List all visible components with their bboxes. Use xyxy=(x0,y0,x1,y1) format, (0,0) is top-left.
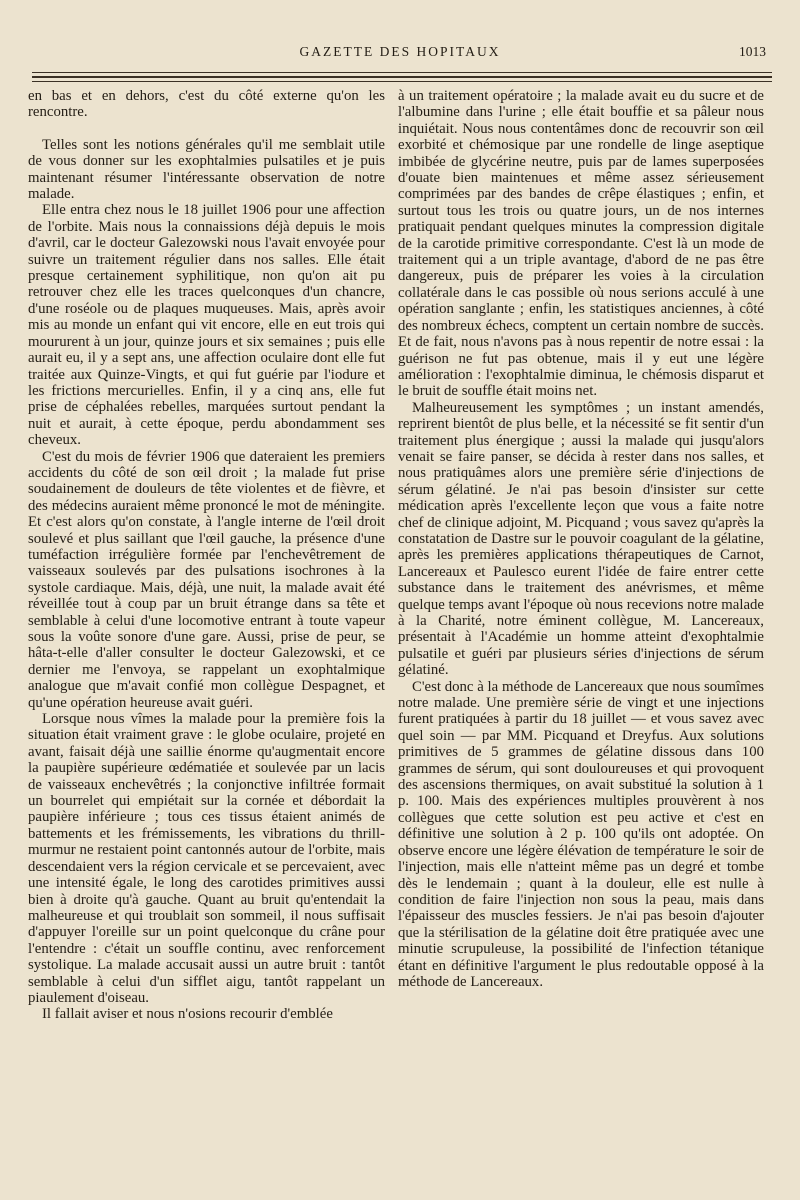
paragraph: C'est du mois de février 1906 que dateraient les premiers accidents du côté de son œil droit ; la malade fut prise soudainement de douleurs de tête violentes et de fièvre, et des médecins auraient même prononcé le mot de méningite. Et c'est alors qu'on constate, à l'angle interne de l'œil droit soulevé et plus saillant que l'œil gauche, la présence d'une tuméfaction irrégulière formée par l'enchevêtrement de vaisseaux soulevés par des pulsations isochrones à la systole cardiaque. Mais, déjà, une nuit, la malade avait été réveillée tout à coup par un bruit étrange dans sa tête et semblable à celui d'une locomotive entrant à toute vapeur sous la voûte sonore d'une gare. Aussi, prise de peur, se hâta-t-elle d'aller consulter le docteur Galezowski, et ce dernier me l'envoya, se rappelant un exophtalmique analogue que m'avait confié mon collègue Despagnet, et qu'une opération heureuse avait guéri. xyxy=(28,448,385,711)
paragraph: Lorsque nous vîmes la malade pour la première fois la situation était vraiment grave : le globe oculaire, projeté en avant, faisait déjà une saillie énorme qu'augmentait encore la paupière supérieure œdématiée et soulevée par un lacis de vaisseaux enchevêtrés ; la conjonctive infiltrée formait un bourrelet qui empiétait sur la cornée et débordait la paupière inférieure ; tous ces tissus étaient animés de battements et les frémissements, les vibrations du thrill-murmur ne restaient point cantonnés autour de l'orbite, mais descendaient vers la région cervicale et se percevaient, avec une intensité égale, le long des carotides primitives aussi bien à droite qu'à gauche. Quant au bruit qu'entendait la malheureuse et qui troublait son sommeil, il nous suffisait d'appuyer l'oreille sur un point quelconque du crâne pour l'entendre : c'était un souffle continu, avec renforcement systolique. La malade accusait aussi un autre bruit : tantôt semblable à celui d'un sifflet aigu, tantôt rappelant un piaulement d'oiseau. xyxy=(28,711,385,1006)
paragraph: Il fallait aviser et nous n'osions recourir d'emblée xyxy=(42,1006,333,1023)
right-column xyxy=(398,88,764,1188)
journal-title: GAZETTE DES HOPITAUX xyxy=(299,44,501,59)
header-rule-bottom xyxy=(32,81,772,82)
paragraph: C'est donc à la méthode de Lancereaux que nous soumîmes notre malade. Une première série de vingt et une injections furent pratiquées à partir du 18 juillet — et vous savez avec quel soin — par MM. Picquand et Dreyfus. Aux solutions primitives de 5 grammes de gélatine dissous dans 100 grammes de sérum, qui sont douloureuses et qui provoquent des ascensions thermiques, on avait substitué la solution à 1 p. 100. Mais des expériences multiples prouvèrent à nos collègues que cette solution est peu active et c'est en définitive une solution à 2 p. 100 qu'ils ont adoptée. On observe encore une légère élévation de température le soir de l'injection, mais elle n'atteint même pas un degré et tombe dès le lendemain ; quant à la douleur, elle est nulle à condition de faire l'injection non sous la peau, mais dans l'épaisseur des muscles fessiers. Je n'ai pas besoin d'ajouter que la stérilisation de la gélatine doit être pratiquée avec une minutie scrupuleuse, la possibilité de l'infection tétanique étant en définitive l'argument le plus redoutable opposé à la méthode de Lancereaux. xyxy=(398,678,764,990)
paragraph: en bas et en dehors, c'est du côté externe qu'on les rencontre. xyxy=(28,88,385,121)
header-rule-top xyxy=(32,72,772,73)
header-rule-middle xyxy=(32,76,772,78)
paragraph: Elle entra chez nous le 18 juillet 1906 pour une affection de l'orbite. Mais nous la connaissions déjà depuis le mois d'avril, car le docteur Galezowski nous l'avait envoyée pour suivre un traitement régulier dans nos salles. Elle était presque certainement syphilitique, non qu'on ait pu retrouver chez elle les traces quelconques d'un chancre, d'une roséole ou de plaques muqueuses. Mais, après avoir mis au monde un enfant qui vit encore, elle en eut trois qui moururent à un jour, quinze jours et six semaines ; puis elle aurait eu, il y a sept ans, une affection oculaire dont elle fut traitée aux Quinze-Vingts, et qui fut guérie par l'iodure et les frictions mercurielles. Enfin, il y a cinq ans, elle fut prise de céphalées rebelles, marquées surtout pendant la nuit et aurait, à cette époque, perdu abondamment ses cheveux. xyxy=(28,202,385,449)
paragraph: Telles sont les notions générales qu'il me semblait utile de vous donner sur les exophtalmies pulsatiles et je puis maintenant résumer l'intéressante observation de notre malade. xyxy=(28,136,385,203)
left-column xyxy=(28,88,385,1188)
page-number: 1013 xyxy=(739,44,766,59)
paragraph: à un traitement opératoire ; la malade avait eu du sucre et de l'albumine dans l'urine ; elle était bouffie et sa pâleur nous inquiétait. Nous nous contentâmes donc de recouvrir son œil exorbité et chémosique par une rondelle de linge aseptique imbibée de glycérine neutre, puis par de lames superposées d'ouate bien maintenues et même assez sérieusement comprimées par des bandes de crêpe élastiques ; enfin, et surtout tous les trois ou quatre jours, un de nos internes pratiquait pendant quelques minutes la compression digitale de la carotide primitive correspondante. C'est là un mode de traitement qui a un triple avantage, d'abord de ne pas être dangereux, puis de préparer les voies à la circulation collatérale dans le cas possible où nous serions acculé à une opération sanglante ; enfin, les statistiques anciennes, à côté des nombreux échecs, comptent un certain nombre de succès. Et de fait, nous n'avons pas à nous repentir de notre essai : la guérison ne fut pas obtenue, mais il y eut une légère amélioration : l'exophtalmie diminua, le chémosis disparut et le bruit de souffle était moins net. xyxy=(398,88,764,400)
running-head xyxy=(0,44,800,68)
paragraph: Malheureusement les symptômes ; un instant amendés, reprirent bientôt de plus belle, et la nécessité se fit sentir d'un traitement plus énergique ; aussi la malade qui jusqu'alors venait se faire panser, se décida à rester dans nos salles, et nous pratiquâmes alors une première série d'injections de sérum gélatiné. Je n'ai pas besoin d'insister sur cette médication après l'excellente leçon que vous a faite notre chef de clinique adjoint, M. Picquand ; vous savez qu'après la constatation de Dastre sur le pouvoir coagulant de la gélatine, après les premières applications thérapeutiques de Carnot, Lancereaux et Paulesco eurent l'idée de faire entrer cette substance dans le traitement des anévrismes, et même quelque temps avant l'époque où nous recevions notre malade à la Charité, notre éminent collègue, M. Lancereaux, présentait à l'Académie un homme atteint d'exophtalmie pulsatile et guéri par plusieurs séries d'injections de sérum gélatiné. xyxy=(398,399,764,679)
